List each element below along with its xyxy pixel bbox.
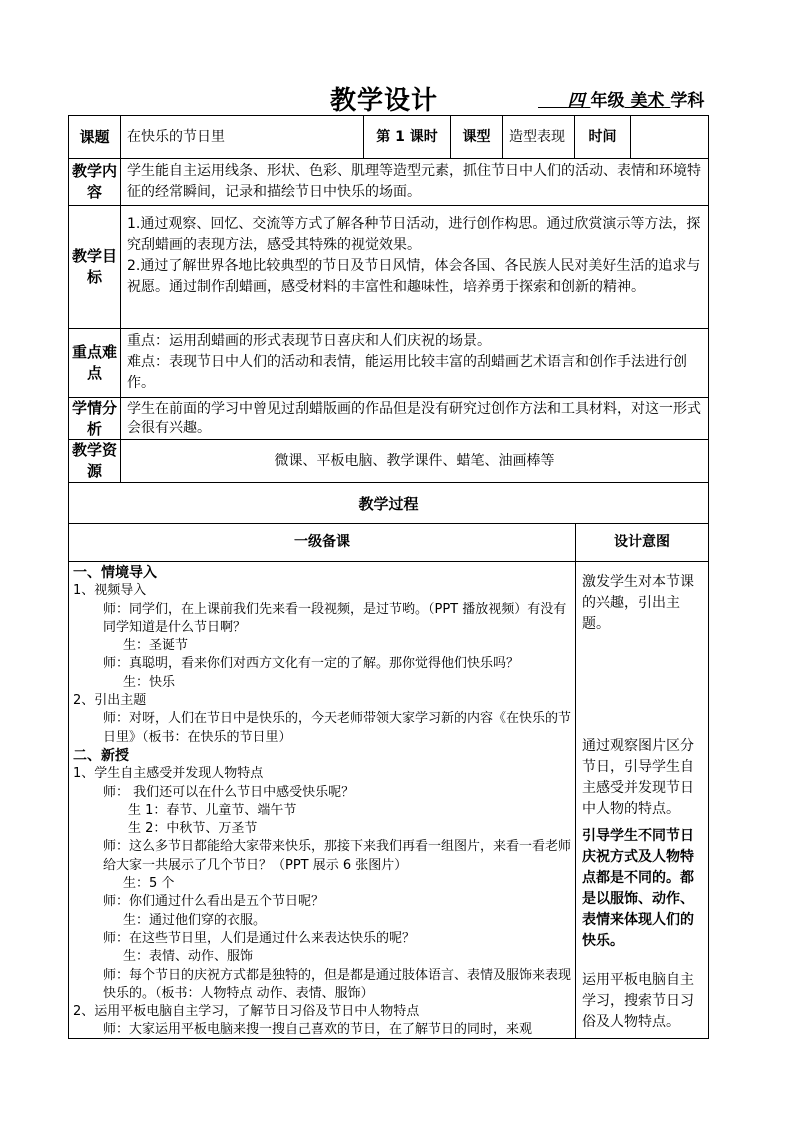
section-heading: 二、新授 (73, 747, 129, 764)
grade-value: 四 (567, 91, 585, 111)
process-line: 1、视频导入 (73, 583, 147, 599)
process-content (69, 562, 576, 1038)
key-label: 重点难点 (69, 329, 121, 397)
process-line: 1、学生自主感受并发现人物特点 (73, 766, 264, 782)
process-header-row (69, 524, 708, 562)
resource-label: 教学资源 (69, 440, 121, 482)
learner-row (69, 398, 708, 440)
process-line: 2、引出主题 (73, 693, 147, 709)
goals-label: 教学目标 (69, 206, 121, 328)
resource-value: 微课、平板电脑、教学课件、蜡笔、油画棒等 (274, 452, 555, 469)
grade-subject-line (538, 86, 704, 111)
grade-suffix: 年级 (590, 91, 625, 111)
key-row (69, 329, 708, 398)
process-line: 师：大家运用平板电脑来搜一搜自己喜欢的节日，在了解节日的同时，来观 (103, 1022, 533, 1038)
process-line: 师： 我们还可以在什么节日中感受快乐呢？ (103, 784, 355, 800)
type-value: 造型表现 (503, 116, 575, 158)
section-heading: 一、情境导入 (73, 565, 157, 581)
type-label: 课型 (451, 116, 503, 158)
process-line: 生：5 个 (123, 876, 175, 892)
intent-column (576, 562, 708, 1038)
intent-note: 引导学生不同节日庆祝方式及人物特点都是不同的。都是以服饰、动作、表情来体现人们的快乐。 (582, 828, 694, 949)
process-line: 师：在这些节日里，人们是通过什么来表达快乐的呢？ (103, 930, 416, 946)
key-point: 重点：运用刮蜡画的形式表现节日喜庆和人们庆祝的场景。 (127, 333, 491, 349)
process-line: 师：同学们，在上课前我们先来看一段视频，是过节哟。（PPT 播放视频）有没有同学知道是什么节日啊？ (103, 601, 567, 635)
learner-value: 学生在前面的学习中曾见过刮蜡版画的作品但是没有研究过创作方法和工具材料，对这一形式会很有兴趣。 (127, 401, 701, 436)
topic-row (69, 116, 708, 159)
goals-value (121, 206, 708, 328)
subject-suffix: 学科 (670, 91, 705, 111)
learner-label: 学情分析 (69, 398, 121, 439)
page-title: 教学设计 (330, 86, 439, 116)
content-label: 教学内容 (69, 159, 121, 205)
content-value: 学生能自主运用线条、形状、色彩、肌理等造型元素，抓住节日中人们的活动、表情和环境特征的经常瞬间，记录和描绘节日中快乐的场面。 (127, 163, 701, 200)
goals-row (69, 206, 708, 329)
process-line: 师：对呀，人们在节日中是快乐的，今天老师带领大家学习新的内容《在快乐的节日里》（板书：在快乐的节日里） (103, 711, 572, 745)
intent-note: 运用平板电脑自主学习，搜索节日习俗及人物特点。 (582, 972, 694, 1030)
goal-item: 2.通过了解世界各地比较典型的节日及节日风情，体会各国、各民族人民对美好生活的追求与祝愿。通过制作刮蜡画，感受材料的丰富性和趣味性，培养勇于探索和创新的精神。 (127, 258, 701, 295)
process-line: 生 1：春节、儿童节、端午节 (128, 802, 297, 818)
key-value (121, 329, 708, 397)
subject-value: 美术 (630, 91, 665, 111)
process-line: 生：表情、动作、服饰 (123, 949, 254, 965)
process-title: 教学过程 (69, 483, 708, 524)
period-value: 第 1 课时 (364, 116, 451, 158)
topic-label: 课题 (69, 116, 121, 158)
time-label: 时间 (575, 116, 631, 158)
col-intent-header: 设计意图 (614, 534, 670, 550)
process-line: 师：你们通过什么看出是五个节日呢？ (103, 894, 325, 910)
goal-item: 1.通过观察、回忆、交流等方式了解各种节日活动，进行创作构思。通过欣赏演示等方法，探究刮蜡画的表现方法，感受其特殊的视觉效果。 (127, 216, 701, 253)
process-line: 师：每个节日的庆祝方式都是独特的，但是都是通过肢体语言、表情及服饰来表现快乐的。（板书：人物特点 动作、表情、服饰） (103, 967, 572, 1001)
process-body-row (69, 562, 708, 1038)
process-line: 生：快乐 (123, 674, 176, 690)
process-line: 师：真聪明，看来你们对西方文化有一定的了解。那你觉得他们快乐吗？ (103, 656, 520, 672)
lesson-plan-table (68, 115, 709, 1039)
process-line: 生：通过他们穿的衣服。 (123, 912, 267, 928)
process-line: 师：这么多节日都能给大家带来快乐，那接下来我们再看一组图片，来看一看老师给大家一共展示了几个节日？（PPT 展示 6 张图片） (103, 839, 572, 873)
difficult-point: 难点：表现节日中人们的活动和表情，能运用比较丰富的刮蜡画艺术语言和创作手法进行创作。 (127, 354, 687, 391)
content-row (69, 159, 708, 206)
process-line: 生 2：中秋节、万圣节 (128, 821, 258, 837)
intent-note: 通过观察图片区分节日，引导学生自主感受并发现节日中人物的特点。 (582, 738, 694, 817)
resource-row (69, 440, 708, 483)
process-line: 生：圣诞节 (123, 638, 189, 654)
intent-note: 激发学生对本节课的兴趣，引出主题。 (582, 574, 694, 632)
col-main-header: 一级备课 (69, 524, 576, 561)
process-line: 2、运用平板电脑自主学习，了解节日习俗及节日中人物特点 (73, 1004, 420, 1020)
topic-value: 在快乐的节日里 (121, 116, 364, 158)
time-value (631, 116, 708, 158)
